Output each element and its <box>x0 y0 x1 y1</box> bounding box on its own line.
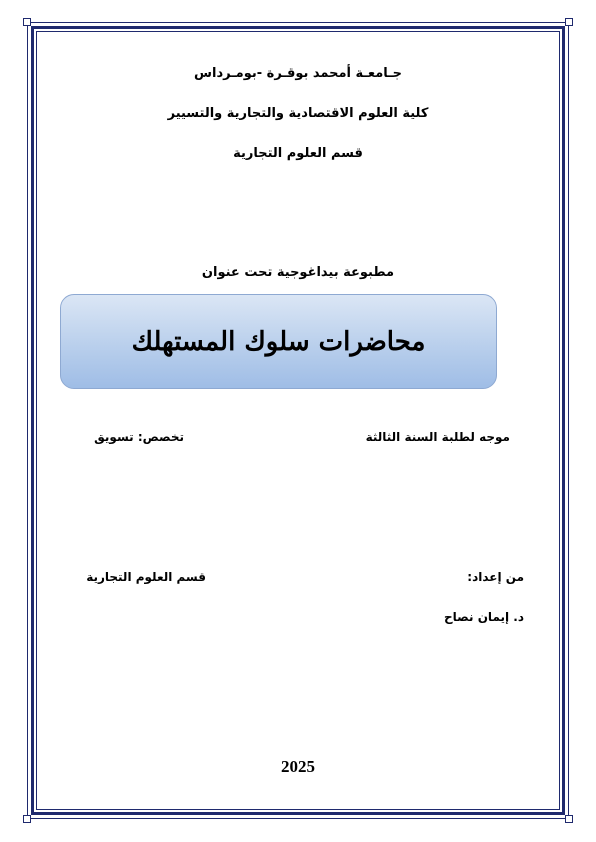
intro-text: مطبوعة بيداغوجية تحت عنوان <box>201 265 395 280</box>
author-name: د. إيمان نصاح <box>444 610 524 624</box>
corner-ornament-bottom-right <box>565 815 573 823</box>
audience-target: موجه لطلبة السنة الثالثة <box>365 430 510 444</box>
prepared-by-label: من إعداد: <box>467 570 524 584</box>
document-title: محاضرات سلوك المستهلك <box>131 326 426 357</box>
corner-ornament-top-left <box>23 18 31 26</box>
author-department: قسم العلوم التجارية <box>86 570 206 584</box>
department-name: قسم العلوم التجارية <box>233 146 363 161</box>
corner-ornament-top-right <box>565 18 573 26</box>
faculty-name: كلية العلوم الاقتصادية والتجارية والتسيير <box>167 106 429 121</box>
title-box <box>60 294 497 389</box>
publication-year: 2025 <box>281 757 315 776</box>
specialty: تخصص: تسويق <box>94 430 184 444</box>
corner-ornament-bottom-left <box>23 815 31 823</box>
university-name: جـامعـة أمحمد بوقـرة -بومـرداس <box>194 66 402 81</box>
